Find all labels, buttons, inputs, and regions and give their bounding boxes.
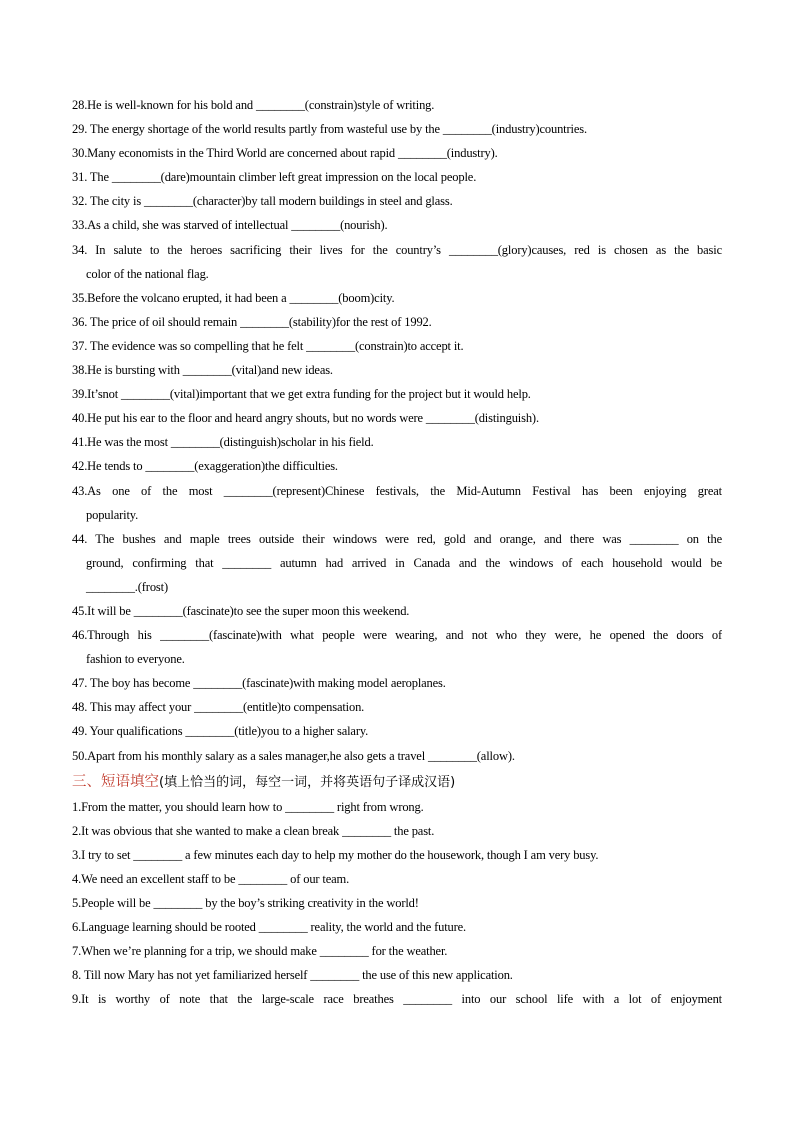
exercise-line: 46.Through his ________(fascinate)with what people were wearing, and not who they were, he opened the doors of xyxy=(72,628,722,643)
exercise-list-phrases xyxy=(72,795,722,1012)
exercise-line: 34. In salute to the heroes sacrificing their lives for the country’s ________(glory)causes, red is chosen as the basic xyxy=(72,242,722,257)
exercise-line: 28.He is well-known for his bold and ________(constrain)style of writing. xyxy=(72,98,435,112)
exercise-line: 29. The energy shortage of the world results partly from wasteful use by the ________(industry)countries. xyxy=(72,122,587,137)
exercise-line: 45.It will be ________(fascinate)to see the super moon this weekend. xyxy=(72,603,410,618)
exercise-line: 33.As a child, she was starved of intellectual ________(nourish). xyxy=(72,218,388,233)
exercise-line: 40.He put his ear to the floor and heard angry shouts, but no words were ________(distinguish). xyxy=(72,411,539,426)
worksheet-page xyxy=(72,93,722,1011)
exercise-line: color of the national flag. xyxy=(86,266,209,281)
exercise-line: 4.We need an excellent staff to be ________ of our team. xyxy=(72,871,350,886)
exercise-line: 6.Language learning should be rooted ________ reality, the world and the future. xyxy=(72,920,467,935)
section-heading xyxy=(72,769,722,795)
exercise-line: 32. The city is ________(character)by tall modern buildings in steel and glass. xyxy=(72,194,453,209)
section-title: 三、短语填空 xyxy=(72,773,159,790)
exercise-line: 5.People will be ________ by the boy’s striking creativity in the world! xyxy=(72,896,419,910)
exercise-line: 49. Your qualifications ________(title)you to a higher salary. xyxy=(72,724,369,739)
exercise-list-word-forms xyxy=(72,93,722,768)
exercise-line: 48. This may affect your ________(entitle)to compensation. xyxy=(72,700,365,715)
exercise-line: 30.Many economists in the Third World are concerned about rapid ________(industry). xyxy=(72,146,498,161)
exercise-line: popularity. xyxy=(86,507,139,522)
exercise-line: ________.(frost) xyxy=(86,579,168,594)
exercise-line: 2.It was obvious that she wanted to make a clean break ________ the past. xyxy=(72,823,435,838)
exercise-line: 41.He was the most ________(distinguish)scholar in his field. xyxy=(72,435,374,450)
exercise-line: 37. The evidence was so compelling that he felt ________(constrain)to accept it. xyxy=(72,338,464,353)
exercise-line: 35.Before the volcano erupted, it had been a ________(boom)city. xyxy=(72,290,395,305)
exercise-line: 43.As one of the most ________(represent)Chinese festivals, the Mid-Autumn Festival has been enjoying great xyxy=(72,483,722,498)
exercise-line: 47. The boy has become ________(fascinate)with making model aeroplanes. xyxy=(72,676,446,691)
exercise-line: 50.Apart from his monthly salary as a sales manager,he also gets a travel ________(allow). xyxy=(72,748,515,763)
exercise-line: 39.It’snot ________(vital)important that we get extra funding for the project but it would help. xyxy=(72,387,531,402)
exercise-line: 1.From the matter, you should learn how to ________ right from wrong. xyxy=(72,799,424,814)
exercise-line: 44. The bushes and maple trees outside their windows were red, gold and orange, and there was ________ on the xyxy=(72,531,722,546)
exercise-line: 42.He tends to ________(exaggeration)the difficulties. xyxy=(72,459,338,474)
exercise-line: 7.When we’re planning for a trip, we should make ________ for the weather. xyxy=(72,944,448,959)
exercise-line: 8. Till now Mary has not yet familiarized herself ________ the use of this new application. xyxy=(72,968,513,983)
exercise-line: 31. The ________(dare)mountain climber left great impression on the local people. xyxy=(72,170,477,185)
section-instructions: (填上恰当的词，每空一词，并将英语句子译成汉语) xyxy=(159,774,456,790)
exercise-line: 3.I try to set ________ a few minutes each day to help my mother do the housework, though I am very busy. xyxy=(72,847,599,862)
exercise-line: 9.It is worthy of note that the large-scale race breathes ________ into our school life with a lot of enjoyment xyxy=(72,992,722,1007)
exercise-line: fashion to everyone. xyxy=(86,652,185,667)
exercise-line: 36. The price of oil should remain ________(stability)for the rest of 1992. xyxy=(72,314,432,329)
exercise-line: 38.He is bursting with ________(vital)and new ideas. xyxy=(72,363,333,378)
exercise-line: ground, confirming that ________ autumn had arrived in Canada and the windows of each household would be xyxy=(86,555,722,570)
